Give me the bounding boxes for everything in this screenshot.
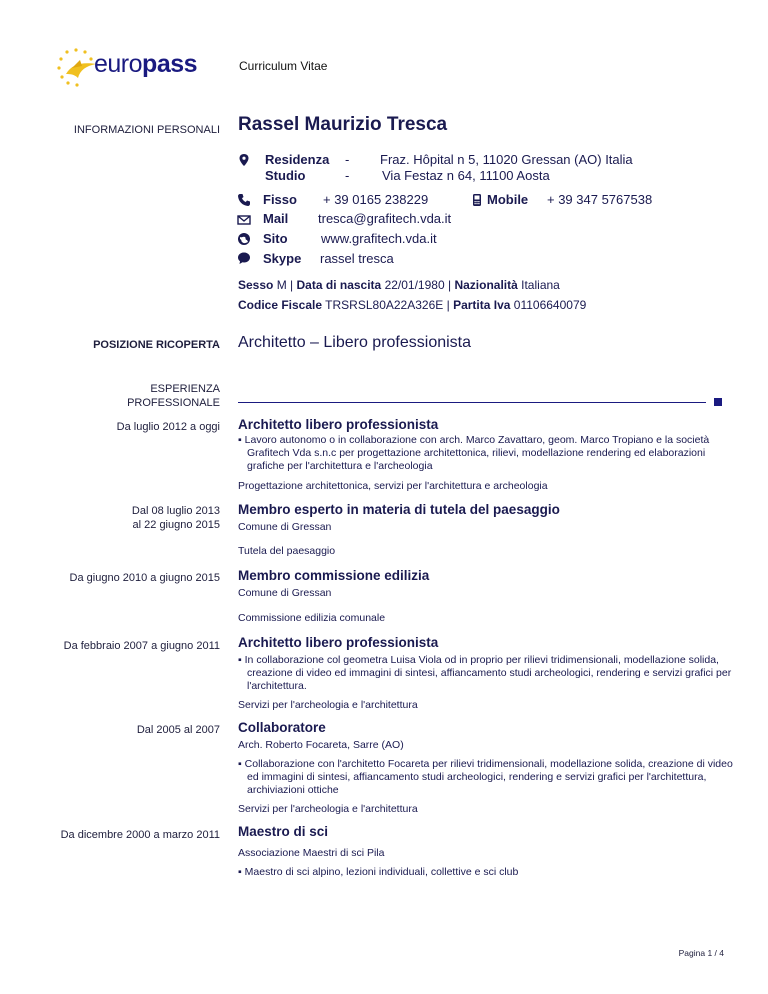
mail-value[interactable]: tresca@grafitech.vda.it: [318, 211, 452, 226]
separator: |: [290, 278, 294, 292]
location-pin-icon: [237, 153, 251, 167]
separator: |: [447, 278, 452, 292]
logo-pass: pass: [142, 50, 198, 78]
job-title: Architetto libero professionista: [238, 417, 439, 432]
nazionalita-label: Nazionalità: [454, 278, 518, 292]
phone-icon: [237, 193, 251, 207]
section-divider-marker: [714, 398, 722, 406]
job-date: [132, 504, 220, 532]
skype-label: Skype: [263, 251, 302, 266]
job-description: ▪ Maestro di sci alpino, lezioni individuali, collettive e sci club: [238, 866, 519, 878]
website-globe-icon: [237, 232, 251, 246]
job-sector: Tutela del paesaggio: [238, 545, 336, 557]
skype-value: rassel tresca: [320, 251, 394, 266]
job-date: Da dicembre 2000 a marzo 2011: [60, 829, 220, 841]
document-title: Curriculum Vitae: [239, 59, 328, 73]
mobile-value: + 39 347 5767538: [547, 192, 653, 207]
sito-label: Sito: [263, 231, 288, 246]
job-bullet-text: Collaborazione con l'architetto Focareta per rilievi tridimensionali, modellazione solida, creazione di video ed immagini di sintesi, affiancamento studi archeologici, rendering e servizi grafici per l'architettura, archiviazioni ottiche: [244, 758, 733, 796]
mobile-label: Mobile: [487, 192, 529, 207]
job-title: Maestro di sci: [238, 824, 329, 839]
europass-wordmark: [94, 50, 197, 79]
codice-fiscale-label: Codice Fiscale: [238, 298, 323, 312]
job-sector: Progettazione architettonica, servizi per l'architettura e archeologia: [238, 480, 548, 492]
job-title: Membro esperto in materia di tutela del paesaggio: [238, 502, 560, 517]
section-label-personal: INFORMAZIONI PERSONALI: [73, 124, 220, 136]
job-employer: Associazione Maestri di sci Pila: [238, 847, 385, 859]
residenza-label: Residenza: [265, 152, 330, 167]
fisso-label: Fisso: [263, 192, 297, 207]
fisso-value: + 39 0165 238229: [323, 192, 429, 207]
codice-fiscale-value: TRSRSL80A22A326E: [325, 298, 444, 312]
studio-value: Via Festaz n 64, 11100 Aosta: [382, 168, 550, 183]
person-name: Rassel Maurizio Tresca: [238, 114, 448, 135]
job-title: Architetto libero professionista: [238, 635, 439, 650]
personal-details-line: [238, 278, 560, 292]
nazionalita-value: Italiana: [521, 278, 560, 292]
job-title: Membro commissione edilizia: [238, 568, 430, 583]
job-employer: Arch. Roberto Focareta, Sarre (AO): [238, 739, 404, 751]
studio-label: Studio: [265, 168, 306, 183]
residenza-value: Fraz. Hôpital n 5, 11020 Gressan (AO) Italia: [380, 152, 633, 167]
page-number: Pagina 1 / 4: [678, 948, 724, 958]
sesso-label: Sesso: [238, 278, 274, 292]
job-date: Dal 2005 al 2007: [136, 724, 220, 736]
job-title: Collaboratore: [238, 720, 326, 735]
europass-logo: [52, 44, 202, 90]
job-description: ▪ In collaborazione col geometra Luisa Viola od in proprio per rilievi tridimensionali, modellazione solida, creazione di video ed immagini di sintesi, affiancamento studi archeologici, rendering e servizi grafici per l'architettura.: [238, 654, 732, 692]
mobile-icon: [470, 193, 484, 207]
experience-label-line2: PROFESSIONALE: [127, 397, 220, 409]
partita-iva-label: Partita Iva: [453, 298, 511, 312]
job-date-line1: Dal 08 luglio 2013: [131, 505, 220, 517]
mail-icon: [237, 213, 251, 227]
mail-label: Mail: [263, 211, 289, 226]
job-sector: Commissione edilizia comunale: [238, 612, 386, 624]
residenza-dash: -: [345, 152, 350, 167]
job-description: ▪ Lavoro autonomo o in collaborazione con arch. Marco Zavattaro, geom. Marco Tropiano e la società Grafitech Vda s.n.c per progettazione architettonica, rilievi, modellazione rendering ed elaborazioni grafiche per l'architettura e l'archeologia: [238, 434, 710, 472]
section-label-position: POSIZIONE RICOPERTA: [93, 339, 220, 351]
job-employer: Comune di Gressan: [238, 587, 332, 599]
job-date: Da luglio 2012 a oggi: [116, 421, 220, 433]
job-bullet-text: In collaborazione col geometra Luisa Viola od in proprio per rilievi tridimensionali, modellazione solida, creazione di video ed immagini di sintesi, affiancamento studi archeologici, rendering e servizi grafici per l'architettura.: [244, 654, 732, 692]
skype-chat-icon: [237, 251, 251, 265]
data-nascita-value: 22/01/1980: [384, 278, 445, 292]
partita-iva-value: 01106640079: [513, 298, 587, 312]
job-date: Da giugno 2010 a giugno 2015: [69, 572, 220, 584]
job-bullet-text: Lavoro autonomo o in collaborazione con arch. Marco Zavattaro, geom. Marco Tropiano e la società Grafitech Vda s.n.c per progettazione architettonica, rilievi, modellazione rendering ed elaborazioni grafiche per l'architettura e l'archeologia: [244, 434, 710, 472]
sito-value[interactable]: www.grafitech.vda.it: [321, 231, 437, 246]
separator: |: [446, 298, 450, 312]
section-label-experience: [127, 382, 220, 410]
job-date-line2: al 22 giugno 2015: [132, 519, 220, 531]
job-sector: Servizi per l'archeologia e l'architettura: [238, 699, 418, 711]
data-nascita-label: Data di nascita: [296, 278, 382, 292]
logo-euro: euro: [94, 50, 143, 78]
experience-label-line1: ESPERIENZA: [150, 383, 220, 395]
sesso-value: M: [276, 278, 287, 292]
job-description: ▪ Collaborazione con l'architetto Focareta per rilievi tridimensionali, modellazione solida, creazione di video ed immagini di sintesi, affiancamento studi archeologici, rendering e servizi grafici per l'architettura, archiviazioni ottiche: [238, 758, 733, 796]
fiscal-details-line: [238, 298, 586, 312]
section-divider: [238, 402, 706, 403]
job-sector: Servizi per l'archeologia e l'architettura: [238, 803, 418, 815]
job-employer: Comune di Gressan: [238, 521, 332, 533]
job-date: Da febbraio 2007 a giugno 2011: [63, 640, 220, 652]
studio-dash: -: [345, 168, 350, 183]
job-bullet-text: Maestro di sci alpino, lezioni individuali, collettive e sci club: [244, 866, 519, 878]
position-value: Architetto – Libero professionista: [238, 334, 472, 351]
